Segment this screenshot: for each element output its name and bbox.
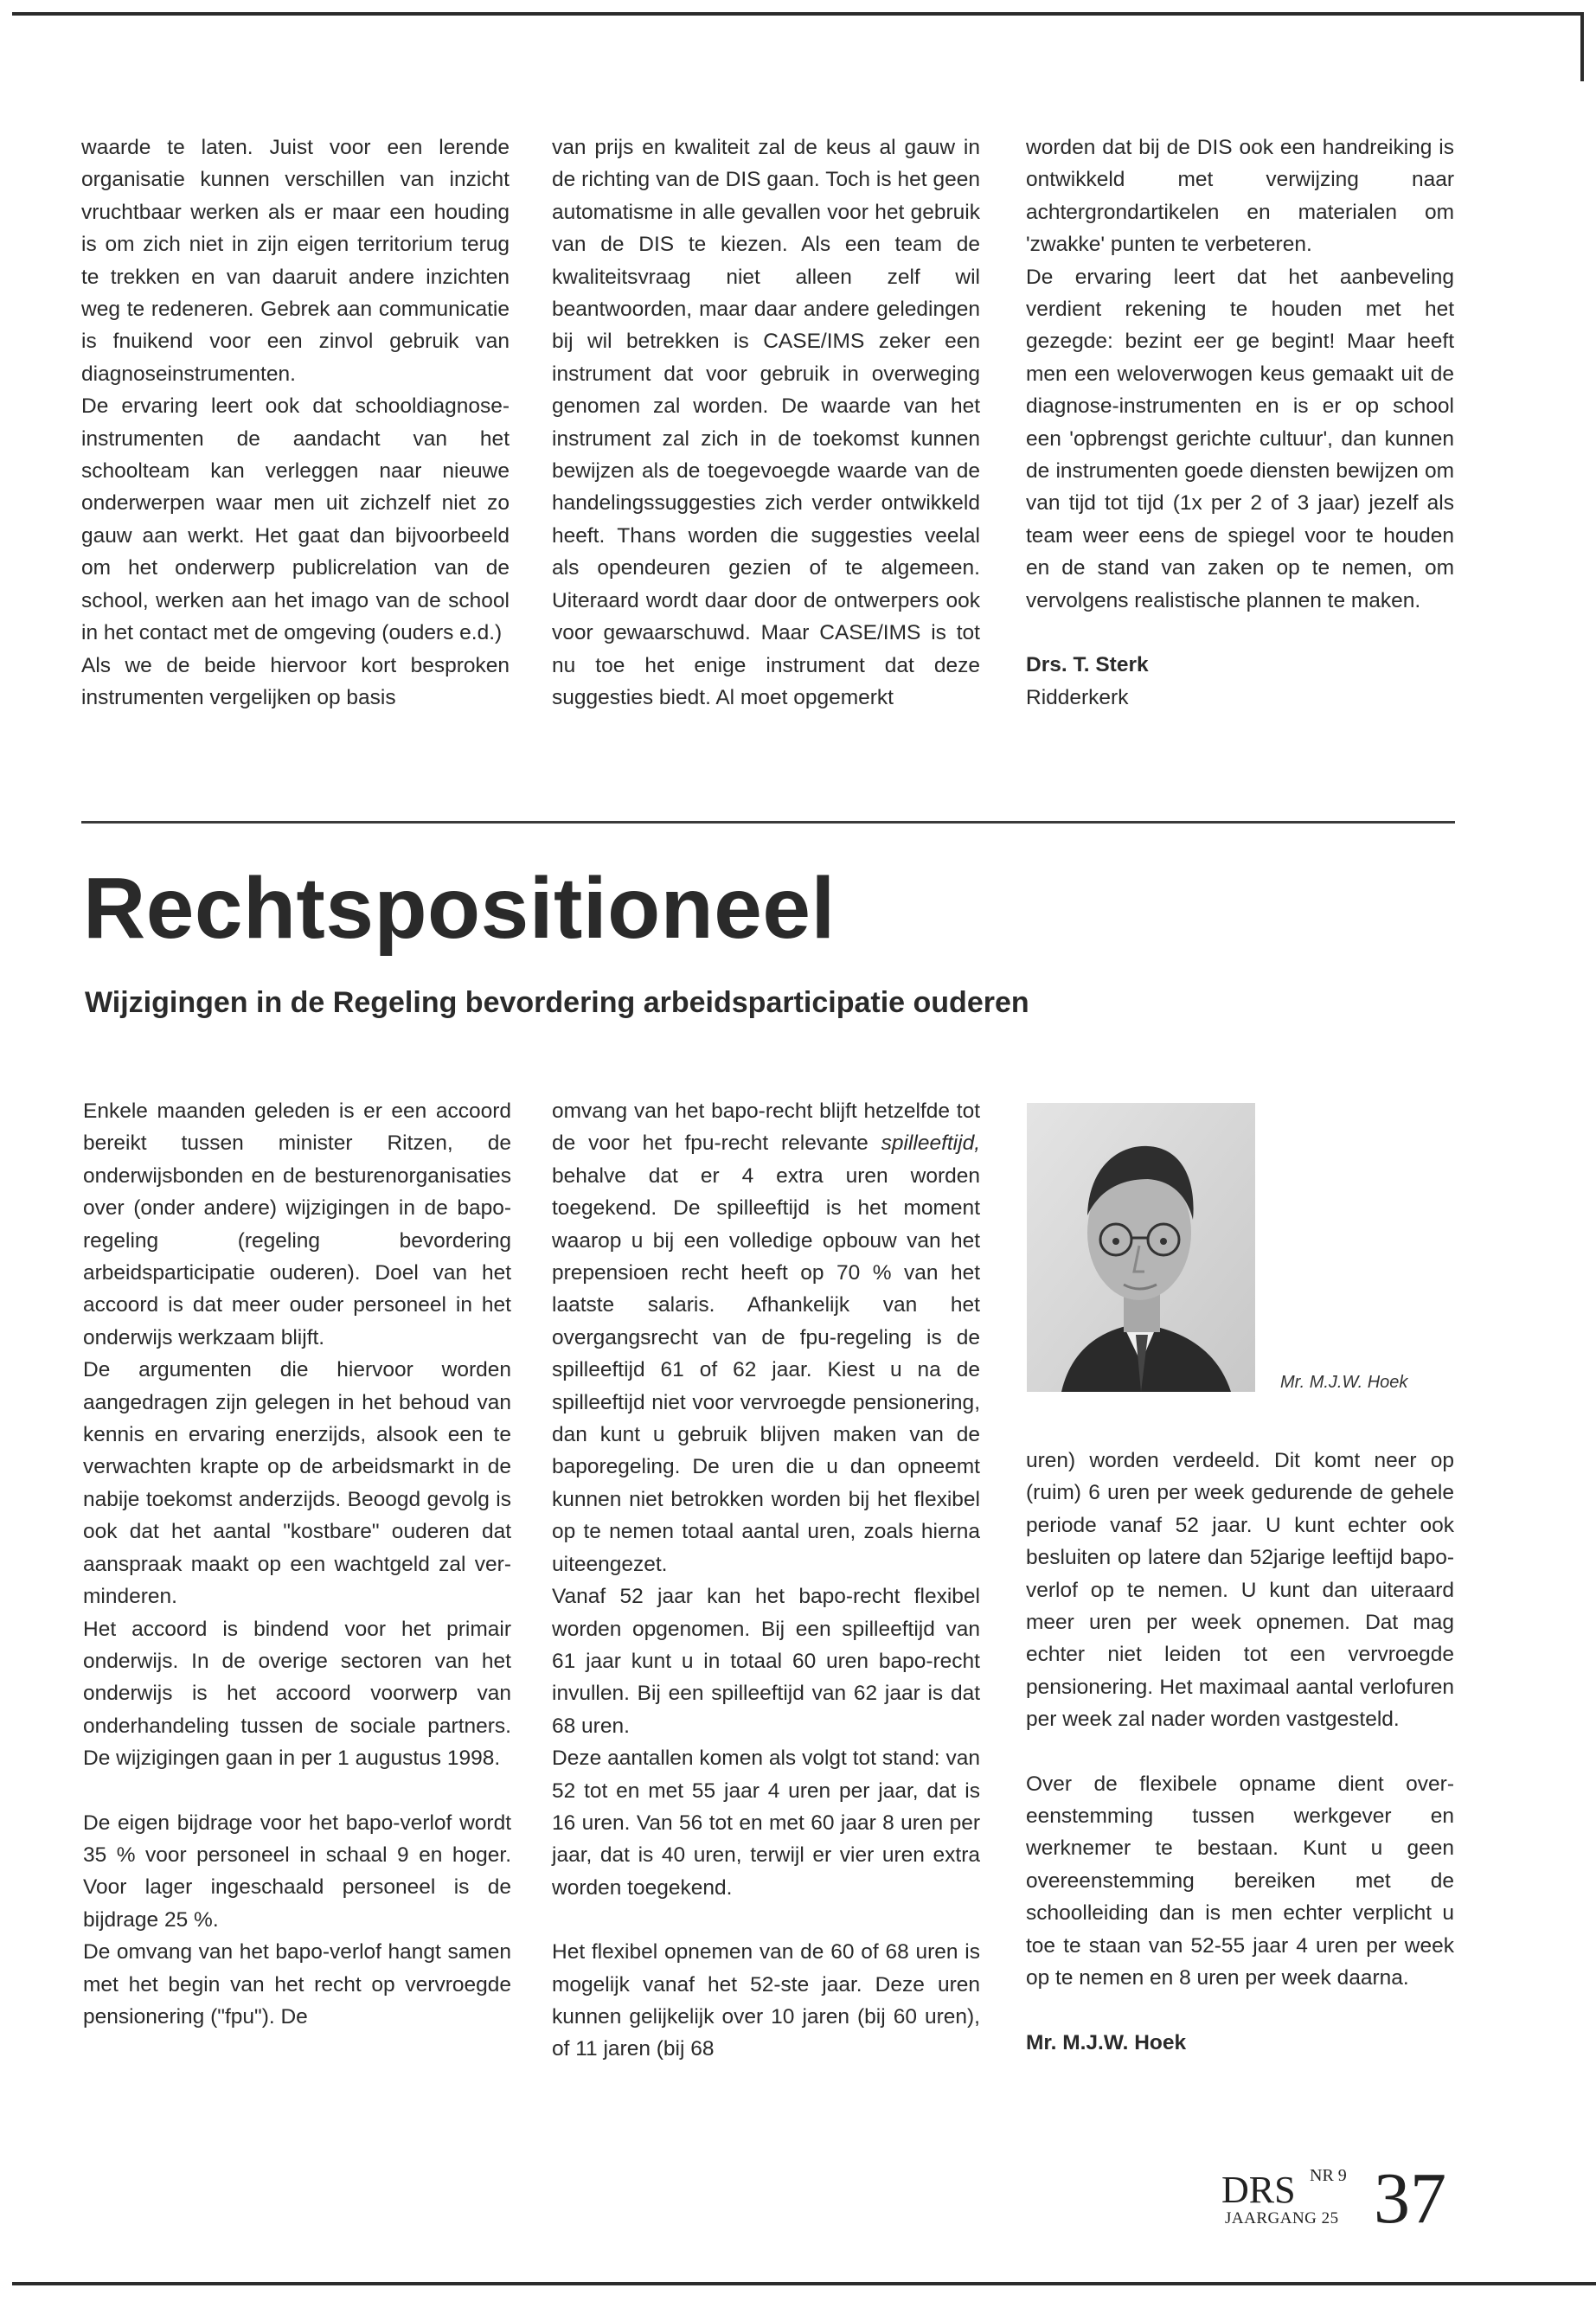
- author-signature: Drs. T. Sterk: [1026, 653, 1149, 677]
- paragraph: De ervaring leert dat het aanbeveling verdient rekening te houden met het gezegde: bezint eer ge begint! Maar heeft men een weloverwogen keus gemaakt uit de diagnose-instrumenten en is er op school een 'opbrengst gerichte cultuur', dan kunnen de instrumenten goede diensten bewijzen om van tijd tot tijd (1x per 2 of 3 jaar) jezelf als team weer eens de spiegel voor te houden en de stand van zaken op te nemen, om vervolgens realistische plannen te maken.: [1026, 265, 1454, 612]
- page-border-top: [12, 12, 1584, 16]
- paragraph: Het accoord is bindend voor het primair onderwijs. In de overige sectoren van het onderwijs is het accoord voorwerp van onderhandeling tussen de sociale partners. De wijzigingen gaan in per 1 augustus 1998.: [83, 1617, 511, 1771]
- top-column-3: [1026, 131, 1454, 714]
- paragraph: uren) worden verdeeld. Dit komt neer op (ruim) 6 uren per week gedurende de gehele periode vanaf 52 jaar. U kunt echter ook besluiten op latere dan 52jarige leeftijd bapo-verlof op te nemen. U kunt dan uiteraard meer uren per week opnemen. Dat mag echter niet leiden tot een vervroegde pensionering. Het maximaal aantal verlofuren per week zal nader worden vastgesteld.: [1026, 1449, 1454, 1732]
- author-photo: [1027, 1103, 1255, 1392]
- paragraph: waarde te laten. Juist voor een lerende organisatie kunnen verschillen van inzicht vruchtbaar werken als er maar een houding is om zich niet in zijn eigen territorium terug te trekken en van daaruit andere inzichten weg te redeneren. Gebrek aan communicatie is fnuikend voor een zinvol gebruik van diagnoseinstrumenten.: [81, 136, 510, 386]
- paragraph: Het flexibel opnemen van de 60 of 68 uren is mogelijk vanaf het 52-ste jaar. Deze uren kunnen gelijkelijk over 10 jaren (bij 60 uren), of 11 jaren (bij 68: [552, 1940, 980, 2061]
- paragraph: Als we de beide hiervoor kort besproken instrumenten vergelijken op basis: [81, 653, 510, 709]
- paragraph: Vanaf 52 jaar kan het bapo-recht flexibel worden opgenomen. Bij een spilleeftijd van 61 jaar kunt u in totaal 60 uren bapo-recht invullen. Bij een spilleeftijd van 62 jaar is dat 68 uren.: [552, 1585, 980, 1738]
- photo-caption: Mr. M.J.W. Hoek: [1280, 1373, 1408, 1392]
- page-footer: [1221, 2158, 1472, 2239]
- bottom-column-3: [1026, 1445, 1454, 2059]
- paragraph: [552, 1095, 980, 1580]
- paragraph: worden dat bij de DIS ook een handreiking is ontwikkeld met verwijzing naar achtergrondartikelen en materialen om 'zwakke' punten te verbeteren.: [1026, 136, 1454, 257]
- paragraph: Enkele maanden geleden is er een accoord bereikt tussen minister Ritzen, de onderwijsbonden en de besturenorganisaties over (onder andere) wijzigingen in de bapo-regeling (regeling bevordering arbeidsparticipatie ouderen). Doel van het accoord is dat meer ouder personeel in het onderwijs werkzaam blijft.: [83, 1099, 511, 1349]
- paragraph: van prijs en kwaliteit zal de keus al gauw in de richting van de DIS gaan. Toch is het geen automatisme in alle gevallen voor het gebruik van de DIS te kiezen. Als een team de kwaliteitsvraag niet alleen zelf wil beantwoorden, maar daar andere geledingen bij wil betrekken is CASE/IMS zeker een instrument dat voor gebruik in overweging genomen zal worden. De waarde van het instrument zal zich in de toekomst kunnen bewijzen als de toegevoegde waarde van de handelingssuggesties zich verder ontwikkeld heeft. Thans worden die suggesties veelal als opendeuren gezien of te algemeen. Uiteraard wordt daar door de ontwerpers ook voor gewaarschuwd. Maar CASE/IMS is tot nu toe het enige instrument dat deze suggesties biedt. Al moet opgemerkt: [552, 136, 980, 709]
- bottom-column-2: [552, 1095, 980, 2066]
- paragraph: Over de flexibele opname dient overeenstemming tussen werkgever en werknemer te bestaan. Kunt u geen overeenstemming bereiken met de schoolleiding dan is men echter verplicht u toe te staan van 52-55 jaar 4 uren per week op te nemen en 8 uren per week daarna.: [1026, 1772, 1454, 1990]
- section-subtitle: Wijzigingen in de Regeling bevordering arbeidsparticipatie ouderen: [85, 986, 1029, 1019]
- top-column-2: [552, 131, 980, 714]
- portrait-image: [1027, 1103, 1255, 1392]
- magazine-brand: DRS: [1221, 2169, 1296, 2211]
- bottom-column-1: [83, 1095, 511, 2033]
- paragraph: De argumenten die hiervoor worden aangedragen zijn gelegen in het behoud van kennis en ervaring enerzijds, alsook een te verwachten krapte op de arbeidsmarkt in de nabije toekomst anderzijds. Beoogd gevolg is ook dat het aantal "kostbare" ouderen dat aanspraak maakt op een wachtgeld zal verminderen.: [83, 1358, 511, 1609]
- page-number: 37: [1374, 2158, 1446, 2239]
- paragraph: De ervaring leert ook dat schooldiagnose-instrumenten de aandacht van het schoolteam kan verleggen naar nieuwe onderwerpen waar men uit zichzelf niet zo gauw aan werkt. Het gaat dan bijvoorbeeld om het onderwerp publicrelation van de school, werken aan het imago van de school in het contact met de omgeving (ouders e.d.): [81, 394, 510, 645]
- top-column-1: [81, 131, 510, 714]
- author-location: Ridderkerk: [1026, 685, 1129, 709]
- page-border-bottom: [12, 2282, 1596, 2285]
- author-signature: Mr. M.J.W. Hoek: [1026, 2030, 1187, 2054]
- paragraph: Deze aantallen komen als volgt tot stand: van 52 tot en met 55 jaar 4 uren per jaar, dat is 16 uren. Van 56 tot en met 60 jaar 8 uren per jaar, dat is 40 uren, terwijl er vier uren extra worden toegekend.: [552, 1747, 980, 1900]
- paragraph: De eigen bijdrage voor het bapo-verlof wordt 35 % voor personeel in schaal 9 en hoger. Voor lager ingeschaald personeel is de bijdrage 25 %.: [83, 1811, 511, 1932]
- text-run: behalve dat er 4 extra uren worden toegekend. De spilleeftijd is het moment waarop u bij een volledige opbouw van het prepensioen recht heeft op 70 % van het laatste salaris. Afhankelijk van het overgangsrecht van de fpu-regeling is de spilleeftijd 61 of 62 jaar. Kiest u na de spilleeftijd niet voor vervroegde pensionering, dan kunt u gebruik blijven maken van de baporegeling. De uren die u dan opneemt kunnen niet betrokken worden bij het flexibel op te nemen totaal aantal uren, zoals hierna uiteengezet.: [552, 1163, 980, 1576]
- page-border-right: [1580, 12, 1584, 81]
- issue-number: NR 9: [1310, 2166, 1347, 2185]
- italic-term: spilleeftijd,: [881, 1131, 980, 1156]
- section-title: Rechtspositioneel: [83, 860, 836, 957]
- text-run: omvang van het bapo-recht blijft hetzelfde tot de voor het fpu-recht relevante: [552, 1099, 980, 1156]
- section-divider: [81, 821, 1455, 824]
- paragraph: De omvang van het bapo-verlof hangt samen met het begin van het recht op vervroegde pensionering ("fpu"). De: [83, 1940, 511, 2029]
- volume-label: JAARGANG 25: [1225, 2209, 1339, 2227]
